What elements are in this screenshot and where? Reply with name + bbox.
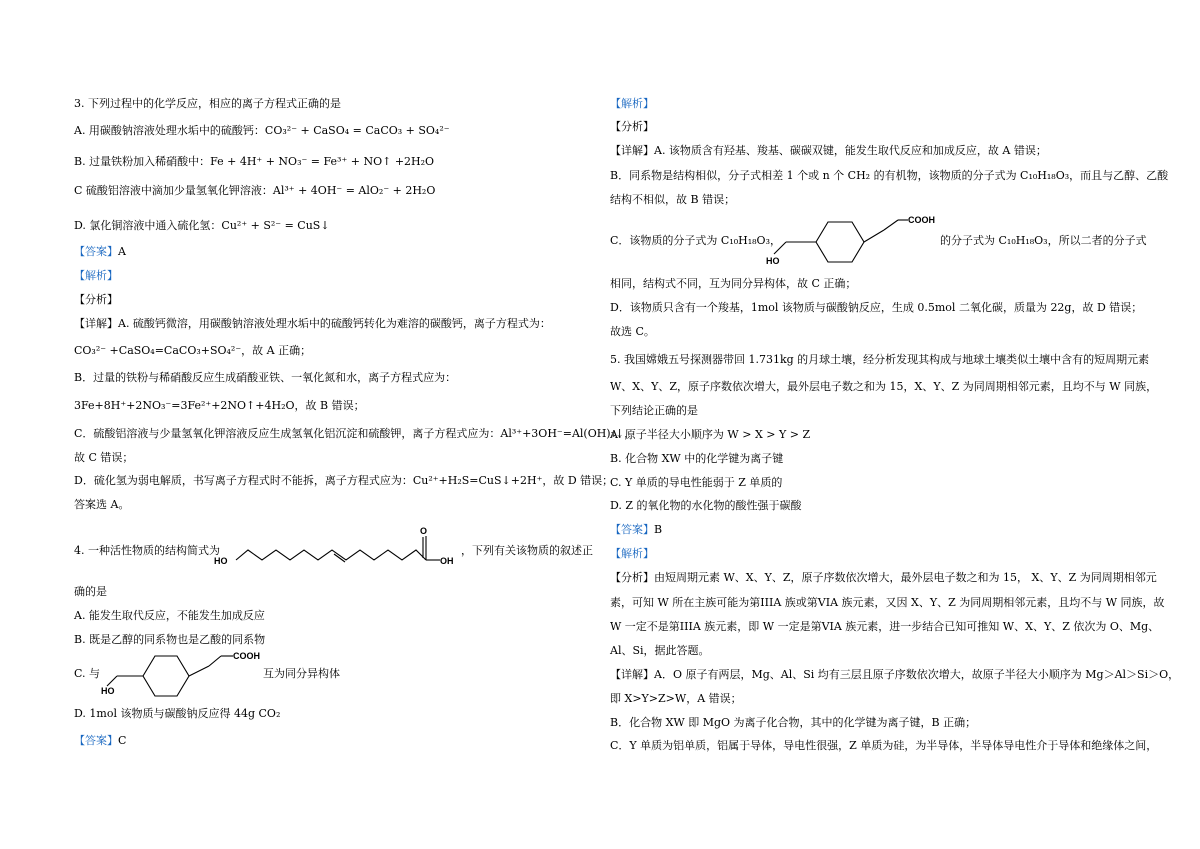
q5-option-c: C. Y 单质的导电性能弱于 Z 单质的 xyxy=(610,476,783,489)
q4-structure-image xyxy=(210,522,460,572)
answer-tag: 【答案】 xyxy=(610,523,654,536)
q4-detail-d: D．该物质只含有一个羧基，1mol 该物质与碳酸钠反应，生成 0.5mol 二氧化碳，质量为 22g，故 D 错误； xyxy=(610,301,1143,314)
xiangjie-tag: 【详解】 xyxy=(74,317,118,330)
q5-fenxi2: 素，可知 W 所在主族可能为第IIIA 族或第VIA 族元素，又因 X、Y、Z 为同周期相邻元素，且均不与 W 同族，故 xyxy=(610,596,1165,609)
q4-option-c-bonds xyxy=(107,656,233,696)
q3-detail-a2: CO₃²⁻ +CaSO₄=CaCO₃+SO₄²⁻，故 A 正确； xyxy=(74,344,312,357)
q3-detail-a1 xyxy=(74,316,551,332)
q4-jiexi-tag: 【解析】 xyxy=(610,97,654,110)
q5-option-d: D. Z 的氧化物的水化物的酸性强于碳酸 xyxy=(610,499,802,512)
q4-detail-cooh-label: COOH xyxy=(908,215,935,225)
q3-detail-c1: C．硫酸铝溶液与少量氢氧化钾溶液反应生成氢氧化铝沉淀和硫酸钾，离子方程式应为：Al³⁺+3OH⁻=Al(OH)₃↓， xyxy=(74,427,636,440)
q5-answer: B xyxy=(654,523,663,536)
q4-detail-b2: 结构不相似，故 B 错误； xyxy=(610,193,736,206)
q4-o-label: O xyxy=(420,526,428,536)
q4-option-d: D. 1mol 该物质与碳酸钠反应得 44g CO₂ xyxy=(74,707,281,720)
q5-stem2: W、X、Y、Z，原子序数依次增大，最外层电子数之和为 15，X、Y、Z 为同周期相邻元素，且均不与 W 同族， xyxy=(610,380,1158,393)
q4-c-ho-label: HO xyxy=(101,686,115,696)
q4-stem-end: ，下列有关该物质的叙述正 xyxy=(461,544,593,557)
q4-fenxi-tag: 【分析】 xyxy=(610,120,654,133)
q4-detail-ho-label: HO xyxy=(766,256,780,266)
q4-detail-b1: B．同系物是结构相似，分子式相差 1 个或 n 个 CH₂ 的有机物，该物质的分子式为 C₁₀H₁₈O₃，而且与乙醇、乙酸 xyxy=(610,169,1169,182)
q5-option-a: A. 原子半径大小顺序为 W > X > Y > Z xyxy=(610,428,811,441)
q4-conclusion: 故选 C。 xyxy=(610,325,655,338)
q5-detail-c: C．Y 单质为铝单质，铝属于导体，导电性很强，Z 单质为硅，为半导体，半导体导电性介于导体和绝缘体之间， xyxy=(610,739,1158,752)
q3-answer: A xyxy=(118,245,126,258)
q3-answer-line xyxy=(74,244,126,260)
q5-fenxi1: 【分析】由短周期元素 W、X、Y、Z，原子序数依次增大，最外层电子数之和为 15， X、Y、Z 为同周期相邻元 xyxy=(610,571,1157,584)
q4-option-b: B. 既是乙醇的同系物也是乙酸的同系物 xyxy=(74,633,266,646)
q3-detail-c2: 故 C 错误； xyxy=(74,451,134,464)
q5-detail-a1: 【详解】A．O 原子有两层，Mg、Al、Si 均有三层且原子序数依次增大，故原子半径大小顺序为 Mg＞Al＞Si＞O， xyxy=(610,668,1180,681)
q3-option-c: C 硫酸铝溶液中滴加少量氢氧化钾溶液：Al³⁺ + 4OH⁻ = AlO₂⁻ + 2H₂O xyxy=(74,184,436,197)
q4-oh-label: OH xyxy=(440,556,454,566)
q3-option-b: B. 过量铁粉加入稀硝酸中：Fe + 4H⁺ + NO₃⁻ = Fe³⁺ + NO↑ +2H₂O xyxy=(74,155,435,168)
q5-option-b: B. 化合物 XW 中的化学键为离子键 xyxy=(610,452,784,465)
q5-detail-b: B．化合物 XW 即 MgO 为离子化合物，其中的化学键为离子键，B 正确； xyxy=(610,716,977,729)
q4-detail-a xyxy=(610,143,1047,159)
q4-option-c-structure xyxy=(95,648,265,698)
q3-detail-b1: B．过量的铁粉与稀硝酸反应生成硝酸亚铁、一氧化氮和水，离子方程式应为： xyxy=(74,371,457,384)
answer-tag: 【答案】 xyxy=(74,734,118,747)
q5-answer-line xyxy=(610,522,662,538)
q5-stem3: 下列结论正确的是 xyxy=(610,404,698,417)
q4-ho-label: HO xyxy=(214,556,228,566)
q5-fenxi4: Al、Si，据此答题。 xyxy=(610,644,710,657)
q4-c-cooh-label: COOH xyxy=(233,651,260,661)
q5-detail-a2: 即 X>Y>Z>W，A 错误； xyxy=(610,692,742,705)
q3-option-a: A. 用碳酸钠溶液处理水垢中的硫酸钙：CO₃²⁻ + CaSO₄ = CaCO₃ + SO₄²⁻ xyxy=(74,124,450,137)
q4-detail-c-structure xyxy=(760,212,940,266)
q5-fenxi3: W 一定不是第IIIA 族元素，即 W 一定是第VIA 族元素，进一步结合已知可推知 W、X、Y、Z 依次为 O、Mg、 xyxy=(610,620,1160,633)
answer-tag: 【答案】 xyxy=(74,245,118,258)
q4-option-c-start: C. 与 xyxy=(74,667,101,680)
q4-detail-c-bonds xyxy=(774,220,908,262)
q3-detail-b2: 3Fe+8H⁺+2NO₃⁻=3Fe²⁺+2NO↑+4H₂O，故 B 错误； xyxy=(74,399,365,412)
q5-stem1: 5. 我国嫦娥五号探测器带回 1.731kg 的月球土壤，经分析发现其构成与地球土壤类似土壤中含有的短周期元素 xyxy=(610,353,1150,366)
q4-stem-line2: 确的是 xyxy=(74,585,107,598)
q4-answer-line xyxy=(74,733,126,749)
q3-option-d: D. 氯化铜溶液中通入硫化氢：Cu²⁺ + S²⁻ = CuS↓ xyxy=(74,219,330,232)
q4-detail-a-text: A. 该物质含有羟基、羧基、碳碳双键，能发生取代反应和加成反应，故 A 错误； xyxy=(654,144,1047,157)
q4-stem-start: 4. 一种活性物质的结构简式为 xyxy=(74,544,220,557)
q4-answer: C xyxy=(118,734,127,747)
q4-option-c-end: 互为同分异构体 xyxy=(263,667,340,680)
q3-detail-d: D．硫化氢为弱电解质，书写离子方程式时不能拆，离子方程式应为：Cu²⁺+H₂S=CuS↓+2H⁺，故 D 错误； xyxy=(74,474,614,487)
q4-detail-c-start: C．该物质的分子式为 C₁₀H₁₈O₃， xyxy=(610,234,781,247)
q4-option-a: A. 能发生取代反应，不能发生加成反应 xyxy=(74,609,265,622)
q5-jiexi-tag: 【解析】 xyxy=(610,547,654,560)
q3-fenxi-tag: 【分析】 xyxy=(74,293,118,306)
q3-detail-a1-text: A. 硫酸钙微溶，用碳酸钠溶液处理水垢中的硫酸钙转化为难溶的碳酸钙，离子方程式为： xyxy=(118,317,551,330)
xiangjie-tag: 【详解】 xyxy=(610,144,654,157)
q4-detail-c-end: 的分子式为 C₁₀H₁₈O₃，所以二者的分子式 xyxy=(940,234,1147,247)
q3-stem: 3. 下列过程中的化学反应，相应的离子方程式正确的是 xyxy=(74,97,341,110)
q4-detail-c2: 相同，结构式不同，互为同分异构体，故 C 正确； xyxy=(610,277,857,290)
q3-conclusion: 答案选 A。 xyxy=(74,498,130,511)
q3-jiexi-tag: 【解析】 xyxy=(74,269,118,282)
q4-skeleton-bonds xyxy=(236,536,440,562)
